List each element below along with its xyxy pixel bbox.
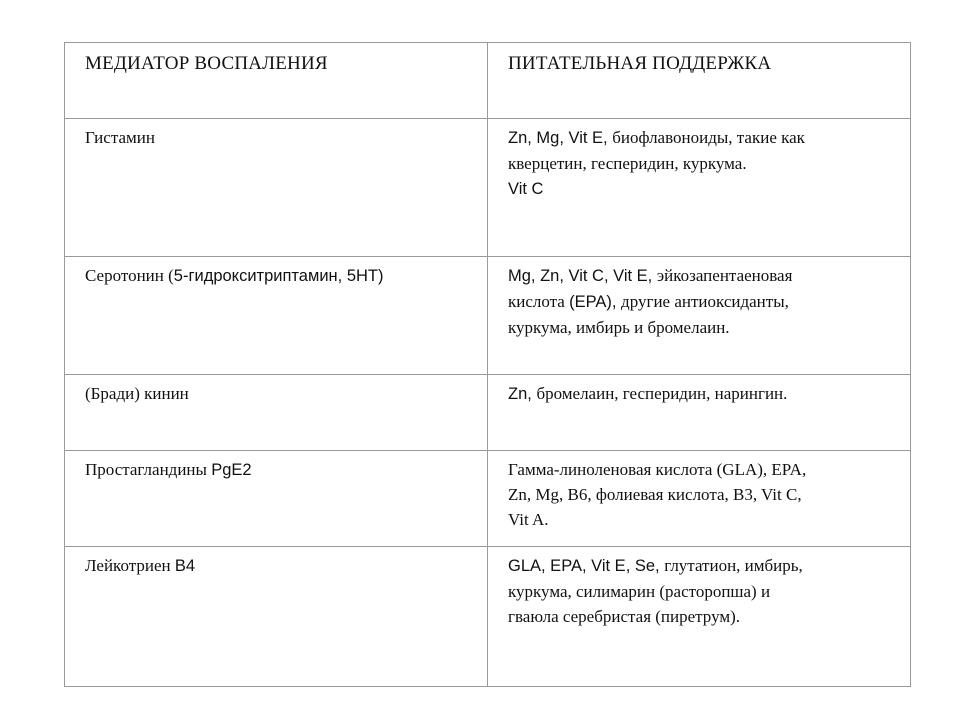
text-line bbox=[508, 125, 894, 151]
text-run: Простагландины bbox=[85, 460, 212, 479]
text-run: Серотонин ( bbox=[85, 266, 174, 285]
support-cell bbox=[488, 547, 911, 687]
table-row bbox=[65, 451, 911, 547]
text-run: кислота bbox=[508, 292, 570, 311]
text-line bbox=[508, 176, 894, 202]
mediators-table bbox=[64, 42, 911, 687]
mediator-cell bbox=[65, 375, 488, 451]
text-run: эйкозапентаеновая bbox=[656, 266, 793, 285]
text-line bbox=[508, 263, 894, 289]
text-line bbox=[85, 263, 471, 289]
text-run: PgE2 bbox=[211, 461, 252, 479]
text-run: Vit C bbox=[508, 180, 544, 198]
text-run: (EPA), bbox=[569, 293, 622, 311]
table-row bbox=[65, 547, 911, 687]
text-run: глутатион, имбирь, bbox=[664, 556, 803, 575]
text-line bbox=[85, 381, 471, 406]
text-line bbox=[508, 381, 894, 407]
support-text bbox=[488, 375, 910, 407]
text-run: Гистамин bbox=[85, 128, 155, 147]
text-run: Mg, Zn, Vit C, Vit E, bbox=[508, 267, 657, 285]
text-line bbox=[508, 579, 894, 604]
support-cell bbox=[488, 375, 911, 451]
text-run: Vit A. bbox=[508, 510, 549, 529]
support-text bbox=[488, 451, 910, 532]
text-run: Zn, Mg, Vit E, bbox=[508, 129, 613, 147]
text-line bbox=[85, 125, 471, 150]
mediator-text bbox=[65, 547, 487, 579]
text-line bbox=[85, 457, 471, 483]
header-support: ПИТАТЕЛЬНАЯ ПОДДЕРЖКА bbox=[488, 43, 911, 119]
mediator-text bbox=[65, 451, 487, 483]
text-line bbox=[508, 604, 894, 629]
support-text bbox=[488, 119, 910, 202]
text-run: (Бради) кинин bbox=[85, 384, 189, 403]
table-row bbox=[65, 119, 911, 257]
text-run: бромелаин, гесперидин, нарингин. bbox=[536, 384, 788, 403]
text-run: биофлавоноиды, такие как bbox=[612, 128, 805, 147]
text-line bbox=[508, 553, 894, 579]
text-line bbox=[508, 507, 894, 532]
mediator-cell bbox=[65, 451, 488, 547]
table-row bbox=[65, 257, 911, 375]
text-run: куркума, имбирь и бромелаин. bbox=[508, 318, 730, 337]
mediator-text bbox=[65, 375, 487, 406]
header-mediator: МЕДИАТОР ВОСПАЛЕНИЯ bbox=[65, 43, 488, 119]
mediator-text bbox=[65, 119, 487, 150]
support-cell bbox=[488, 119, 911, 257]
table-row bbox=[65, 375, 911, 451]
text-run: другие антиоксиданты, bbox=[621, 292, 789, 311]
text-line bbox=[85, 553, 471, 579]
table-header-row bbox=[65, 43, 911, 119]
text-line bbox=[508, 315, 894, 340]
text-run: B4 bbox=[174, 557, 196, 575]
mediator-cell bbox=[65, 257, 488, 375]
text-run: GLA, EPA, Vit E, Se, bbox=[508, 557, 665, 575]
mediator-cell bbox=[65, 547, 488, 687]
mediator-cell bbox=[65, 119, 488, 257]
text-line bbox=[508, 457, 894, 482]
text-run: Zn, bbox=[508, 385, 537, 403]
text-run: кверцетин, гесперидин, куркума. bbox=[508, 154, 747, 173]
text-line bbox=[508, 151, 894, 176]
text-run: Zn, Mg, B6, фолиевая кислота, B3, Vit C, bbox=[508, 485, 802, 504]
text-run: Лейкотриен bbox=[85, 556, 175, 575]
mediator-text bbox=[65, 257, 487, 289]
text-run: куркума, силимарин (расторопша) и bbox=[508, 582, 771, 601]
support-cell bbox=[488, 257, 911, 375]
mediators-table-container bbox=[64, 42, 910, 687]
text-line bbox=[508, 482, 894, 507]
text-run: гваюла серебристая (пиретрум). bbox=[508, 607, 741, 626]
support-text bbox=[488, 257, 910, 340]
text-run: 5-гидрокситриптамин, 5HT) bbox=[173, 267, 384, 285]
support-cell bbox=[488, 451, 911, 547]
text-line bbox=[508, 289, 894, 315]
text-run: Гамма-линоленовая кислота (GLA), EPA, bbox=[508, 460, 807, 479]
support-text bbox=[488, 547, 910, 629]
